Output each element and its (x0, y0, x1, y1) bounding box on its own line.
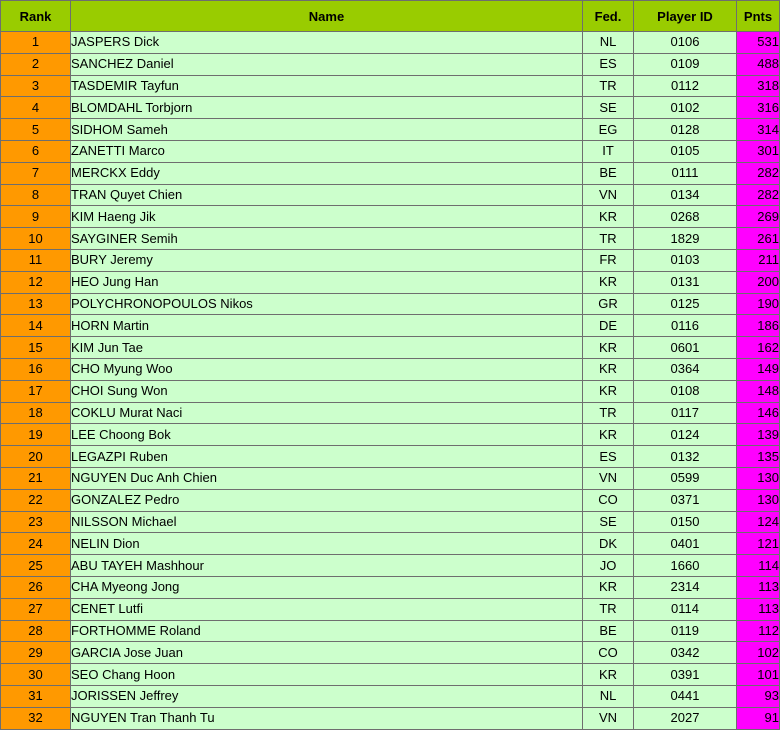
cell-name: CENET Lutfi (71, 598, 583, 620)
table-row (1, 664, 780, 686)
cell-name: FORTHOMME Roland (71, 620, 583, 642)
cell-rank: 24 (1, 533, 71, 555)
table-row (1, 598, 780, 620)
cell-points: 200 (737, 271, 780, 293)
cell-name: CHOI Sung Won (71, 380, 583, 402)
table-row (1, 271, 780, 293)
cell-rank: 12 (1, 271, 71, 293)
cell-name: HEO Jung Han (71, 271, 583, 293)
cell-name: TRAN Quyet Chien (71, 184, 583, 206)
table-row (1, 315, 780, 337)
table-row (1, 446, 780, 468)
cell-fed: VN (583, 184, 634, 206)
cell-name: GARCIA Jose Juan (71, 642, 583, 664)
cell-player-id: 0132 (634, 446, 737, 468)
cell-points: 316 (737, 97, 780, 119)
cell-player-id: 0114 (634, 598, 737, 620)
table-row (1, 511, 780, 533)
cell-fed: VN (583, 467, 634, 489)
cell-points: 121 (737, 533, 780, 555)
cell-fed: CO (583, 489, 634, 511)
cell-player-id: 0106 (634, 32, 737, 54)
cell-points: 488 (737, 53, 780, 75)
cell-fed: NL (583, 32, 634, 54)
cell-fed: NL (583, 685, 634, 707)
table-row (1, 533, 780, 555)
cell-player-id: 0124 (634, 424, 737, 446)
header-name: Name (71, 1, 583, 32)
cell-player-id: 0371 (634, 489, 737, 511)
table-row (1, 206, 780, 228)
cell-points: 93 (737, 685, 780, 707)
cell-points: 139 (737, 424, 780, 446)
cell-player-id: 0125 (634, 293, 737, 315)
table-row (1, 707, 780, 729)
cell-points: 190 (737, 293, 780, 315)
cell-rank: 16 (1, 358, 71, 380)
cell-name: SEO Chang Hoon (71, 664, 583, 686)
cell-rank: 32 (1, 707, 71, 729)
cell-name: CHO Myung Woo (71, 358, 583, 380)
cell-fed: TR (583, 75, 634, 97)
cell-name: KIM Jun Tae (71, 337, 583, 359)
cell-name: POLYCHRONOPOULOS Nikos (71, 293, 583, 315)
cell-points: 114 (737, 555, 780, 577)
cell-rank: 14 (1, 315, 71, 337)
cell-fed: KR (583, 358, 634, 380)
cell-rank: 10 (1, 228, 71, 250)
cell-rank: 13 (1, 293, 71, 315)
table-row (1, 140, 780, 162)
cell-points: 531 (737, 32, 780, 54)
cell-points: 314 (737, 119, 780, 141)
table-row (1, 162, 780, 184)
cell-fed: ES (583, 446, 634, 468)
cell-points: 113 (737, 598, 780, 620)
cell-points: 148 (737, 380, 780, 402)
cell-rank: 19 (1, 424, 71, 446)
cell-fed: KR (583, 337, 634, 359)
cell-player-id: 0599 (634, 467, 737, 489)
cell-rank: 6 (1, 140, 71, 162)
cell-fed: BE (583, 162, 634, 184)
cell-fed: DE (583, 315, 634, 337)
table-row (1, 293, 780, 315)
cell-player-id: 0150 (634, 511, 737, 533)
cell-player-id: 0342 (634, 642, 737, 664)
cell-player-id: 0116 (634, 315, 737, 337)
cell-points: 112 (737, 620, 780, 642)
cell-rank: 17 (1, 380, 71, 402)
cell-name: HORN Martin (71, 315, 583, 337)
cell-player-id: 0117 (634, 402, 737, 424)
cell-fed: IT (583, 140, 634, 162)
table-row (1, 467, 780, 489)
cell-player-id: 0119 (634, 620, 737, 642)
cell-points: 113 (737, 576, 780, 598)
cell-name: COKLU Murat Naci (71, 402, 583, 424)
cell-points: 269 (737, 206, 780, 228)
cell-points: 301 (737, 140, 780, 162)
cell-points: 261 (737, 228, 780, 250)
cell-fed: SE (583, 97, 634, 119)
cell-player-id: 0601 (634, 337, 737, 359)
cell-rank: 15 (1, 337, 71, 359)
table-row (1, 184, 780, 206)
cell-fed: CO (583, 642, 634, 664)
cell-rank: 18 (1, 402, 71, 424)
cell-player-id: 0111 (634, 162, 737, 184)
cell-rank: 29 (1, 642, 71, 664)
cell-points: 211 (737, 249, 780, 271)
cell-rank: 7 (1, 162, 71, 184)
cell-fed: KR (583, 664, 634, 686)
header-player-id: Player ID (634, 1, 737, 32)
cell-player-id: 0108 (634, 380, 737, 402)
table-row (1, 97, 780, 119)
cell-name: SAYGINER Semih (71, 228, 583, 250)
cell-player-id: 0102 (634, 97, 737, 119)
cell-name: MERCKX Eddy (71, 162, 583, 184)
cell-rank: 27 (1, 598, 71, 620)
cell-points: 102 (737, 642, 780, 664)
table-body (1, 32, 780, 730)
cell-rank: 20 (1, 446, 71, 468)
cell-player-id: 0131 (634, 271, 737, 293)
cell-points: 135 (737, 446, 780, 468)
header-fed: Fed. (583, 1, 634, 32)
table-row (1, 555, 780, 577)
cell-player-id: 0391 (634, 664, 737, 686)
cell-rank: 2 (1, 53, 71, 75)
cell-player-id: 0364 (634, 358, 737, 380)
cell-fed: KR (583, 380, 634, 402)
cell-player-id: 0103 (634, 249, 737, 271)
cell-name: ABU TAYEH Mashhour (71, 555, 583, 577)
cell-fed: TR (583, 402, 634, 424)
cell-fed: TR (583, 228, 634, 250)
table-header (1, 1, 780, 32)
cell-player-id: 1829 (634, 228, 737, 250)
cell-player-id: 0268 (634, 206, 737, 228)
cell-rank: 22 (1, 489, 71, 511)
cell-fed: TR (583, 598, 634, 620)
cell-name: JASPERS Dick (71, 32, 583, 54)
table-row (1, 576, 780, 598)
cell-name: BLOMDAHL Torbjorn (71, 97, 583, 119)
cell-points: 149 (737, 358, 780, 380)
cell-fed: ES (583, 53, 634, 75)
table-row (1, 337, 780, 359)
table-row (1, 249, 780, 271)
cell-player-id: 0441 (634, 685, 737, 707)
cell-player-id: 0109 (634, 53, 737, 75)
cell-rank: 4 (1, 97, 71, 119)
table-row (1, 424, 780, 446)
cell-fed: SE (583, 511, 634, 533)
cell-points: 318 (737, 75, 780, 97)
cell-rank: 26 (1, 576, 71, 598)
cell-points: 186 (737, 315, 780, 337)
cell-player-id: 0105 (634, 140, 737, 162)
cell-name: NGUYEN Tran Thanh Tu (71, 707, 583, 729)
header-row (1, 1, 780, 32)
cell-fed: GR (583, 293, 634, 315)
cell-fed: VN (583, 707, 634, 729)
cell-rank: 21 (1, 467, 71, 489)
cell-fed: DK (583, 533, 634, 555)
cell-points: 124 (737, 511, 780, 533)
table-row (1, 32, 780, 54)
cell-name: SIDHOM Sameh (71, 119, 583, 141)
cell-points: 130 (737, 489, 780, 511)
cell-rank: 9 (1, 206, 71, 228)
cell-player-id: 1660 (634, 555, 737, 577)
cell-name: NGUYEN Duc Anh Chien (71, 467, 583, 489)
cell-name: ZANETTI Marco (71, 140, 583, 162)
cell-fed: KR (583, 206, 634, 228)
table-row (1, 75, 780, 97)
cell-rank: 3 (1, 75, 71, 97)
cell-rank: 30 (1, 664, 71, 686)
cell-points: 282 (737, 184, 780, 206)
cell-points: 146 (737, 402, 780, 424)
table-row (1, 402, 780, 424)
cell-fed: FR (583, 249, 634, 271)
cell-fed: KR (583, 271, 634, 293)
table-row (1, 620, 780, 642)
cell-name: LEE Choong Bok (71, 424, 583, 446)
cell-rank: 25 (1, 555, 71, 577)
cell-name: GONZALEZ Pedro (71, 489, 583, 511)
table-row (1, 642, 780, 664)
cell-rank: 28 (1, 620, 71, 642)
cell-name: JORISSEN Jeffrey (71, 685, 583, 707)
cell-fed: EG (583, 119, 634, 141)
table-row (1, 380, 780, 402)
table-row (1, 119, 780, 141)
cell-fed: BE (583, 620, 634, 642)
cell-name: TASDEMIR Tayfun (71, 75, 583, 97)
cell-points: 130 (737, 467, 780, 489)
cell-rank: 31 (1, 685, 71, 707)
cell-player-id: 0134 (634, 184, 737, 206)
cell-fed: JO (583, 555, 634, 577)
cell-rank: 11 (1, 249, 71, 271)
cell-points: 101 (737, 664, 780, 686)
cell-rank: 8 (1, 184, 71, 206)
cell-name: BURY Jeremy (71, 249, 583, 271)
cell-player-id: 2027 (634, 707, 737, 729)
cell-name: NILSSON Michael (71, 511, 583, 533)
cell-player-id: 0112 (634, 75, 737, 97)
cell-points: 282 (737, 162, 780, 184)
cell-player-id: 2314 (634, 576, 737, 598)
cell-rank: 23 (1, 511, 71, 533)
cell-fed: KR (583, 424, 634, 446)
cell-points: 91 (737, 707, 780, 729)
cell-fed: KR (583, 576, 634, 598)
table-row (1, 489, 780, 511)
table-row (1, 685, 780, 707)
cell-name: NELIN Dion (71, 533, 583, 555)
table-row (1, 358, 780, 380)
header-rank: Rank (1, 1, 71, 32)
cell-name: LEGAZPI Ruben (71, 446, 583, 468)
cell-name: KIM Haeng Jik (71, 206, 583, 228)
cell-points: 162 (737, 337, 780, 359)
table-row (1, 228, 780, 250)
header-points: Pnts (737, 1, 780, 32)
cell-player-id: 0128 (634, 119, 737, 141)
cell-player-id: 0401 (634, 533, 737, 555)
cell-name: SANCHEZ Daniel (71, 53, 583, 75)
table-row (1, 53, 780, 75)
cell-rank: 1 (1, 32, 71, 54)
cell-name: CHA Myeong Jong (71, 576, 583, 598)
cell-rank: 5 (1, 119, 71, 141)
